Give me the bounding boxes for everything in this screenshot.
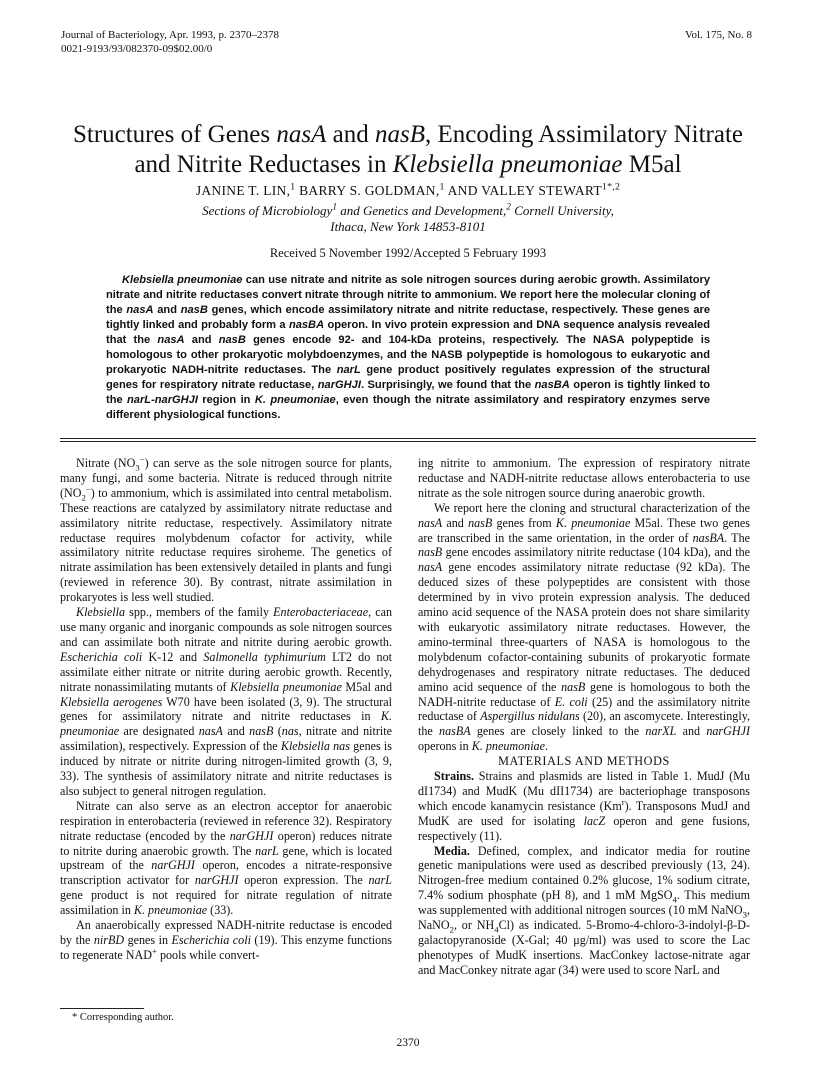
body-paragraph: Nitrate $(NO_3^-)$ can serve as the sole nitrogen source for plants, many fungi, and some bacteria. Nitrate is reduced through nitrite $(NO_2^-)$ to ammonium, which is assimilated into central metabolism. These reactions are catalyzed by assimilatory nitrate reductase and assimilatory nitrite reductase, respectively. Assimilatory nitrate reductase requires molybdenum cofactor for activity, while assimilatory nitrite reductase requires siroheme. The genetics of nitrate assimilation has been extensively detailed in plants and fungi (reviewed in reference 30). By contrast, nitrate assimilation in prokaryotes is less well studied.: [60, 453, 392, 605]
body-paragraph: We report here the cloning and structural characterization of the nasA and nasB genes from K. pneumoniae M5al. These two genes are transcribed in the same orientation, in the order of nasBA. The nasB gene encodes assimilatory nitrite reductase (104 kDa), and the nasA gene encodes assimilatory nitrate reductase (92 kDa). The deduced sizes of these polypeptides are consistent with those determined by in vivo protein expression analysis. The deduced amino acid sequence of the NASA protein does not share similarity with eukaryotic assimilatory nitrate reductases. However, the amino-terminal three-quarters of NASA is homologous to the molybdenum cofactor-containing subunits of prokaryotic formate dehydrogenases and respiratory nitrate reductases. The deduced amino acid sequence of the nasB gene is homologous to both the NADH-nitrite reductase of E. coli (25) and the assimilatory nitrite reductase of Aspergillus nidulans (20), an ascomycete. Interestingly, the nasBA genes are closely linked to the narXL and narGHJI operons in K. pneumoniae.: [418, 500, 750, 754]
author: AND VALLEY STEWART: [447, 183, 602, 198]
author: BARRY S. GOLDMAN,: [299, 183, 440, 198]
body-paragraph: Nitrate can also serve as an electron acceptor for anaerobic respiration in enterobacteria (reviewed in reference 32). Respiratory nitrate reductase (encoded by the narGHJI operon) reduces nitrate to nitrite during anaerobic growth. The narL gene, which is located upstream of the narGHJI operon, encodes a nitrate-responsive transcription activator for narGHJI operon expression. The narL gene product is not required for nitrate regulation of nitrate assimilation in K. pneumoniae (33).: [60, 798, 392, 918]
subsection-heading: Media.: [434, 843, 470, 858]
organism-name: Klebsiella pneumoniae: [392, 151, 623, 178]
abstract-divider: [60, 441, 756, 442]
gene-name: nasB: [375, 121, 425, 148]
running-header-left: [61, 28, 279, 56]
author-list: JANINE T. LIN,$^1$ BARRY S. GOLDMAN,$^1$ AND VALLEY $STEWART^{1*,2}$: [195, 181, 621, 198]
article-title: Structures of Genes nasA and nasB, Encoding Assimilatory Nitrate and Nitrite Reductases in Klebsiella pneumoniae M5al: [72, 121, 744, 178]
body-paragraph: Media. Defined, complex, and indicator media for routine genetic manipulations were used as described previously (13, 24). Nitrogen-free medium contained 0.2% glucose, 1% sodium citrate, 7.4% sodium phosphate (pH 8), and 1 mM MgSO$_4$. This medium was supplemented with additional nitrogen sources (10 mM NaNO$_3$, NaNO$_2$, or $NH_4Cl$) as indicated. 5-Bromo-4-chloro-3-indolyl-β-D-galactopyranoside (X-Gal; 40 μg/ml) was used to score the Lac phenotypes of MudK insertions. MacConkey lactose-nitrate agar and MacConkey nitrate agar (34) were used to score NarL and: [418, 843, 750, 977]
abstract-divider: [60, 438, 756, 439]
author: JANINE T. LIN,: [195, 183, 291, 198]
body-paragraph: An anaerobically expressed NADH-nitrite reductase is encoded by the nirBD genes in Escherichia coli (19). This enzyme functions to regenerate NAD+ pools while convert-: [60, 918, 392, 962]
body-paragraph: ing nitrite to ammonium. The expression of respiratory nitrate reductase and NADH-nitrite reductase allows enterobacteria to use nitrate as the sole nitrogen source during anaerobic growth.: [418, 456, 750, 500]
body-column-right: [418, 456, 750, 978]
body-paragraph: Strains. Strains and plasmids are listed in Table 1. MudJ (Mu dI1734) and MudK (Mu dII1734) are bacteriophage transposons which encode kanamycin resistance (Km$^r$). Transposons MudJ and MudK are used for isolating lacZ operon and gene fusions, respectively (11).: [418, 769, 750, 843]
received-dates: Received 5 November 1992/Accepted 5 February 1993: [269, 246, 547, 260]
subsection-heading: Strains.: [434, 769, 474, 784]
body-paragraph: Klebsiella spp., members of the family Enterobacteriaceae, can use many organic and inorganic compounds as sole nitrogen sources and can assimilate both nitrate and nitrite during aerobic growth. Escherichia coli K-12 and Salmonella typhimurium LT2 do not assimilate either nitrate or nitrite during aerobic growth. Recently, nitrate nonassimilating mutants of Klebsiella pneumoniae M5al and Klebsiella aerogenes W70 have been isolated (3, 9). The structural genes for assimilatory nitrate and nitrite reductases in K. pneumoniae are designated nasA and nasB (nas, nitrate and nitrite assimilation), respectively. Expression of the Klebsiella nas genes is induced by nitrate or nitrite during nitrogen-limited growth (3, 9, 33). The synthesis of assimilatory nitrate and nitrite reductases is also subject to general nitrogen regulation.: [60, 605, 393, 798]
volume-issue: Vol. 175, No. 8: [684, 29, 752, 41]
body-column-left: [60, 453, 393, 963]
page-number: 2370: [396, 1037, 420, 1049]
footnote-divider: [60, 1008, 144, 1009]
abstract: Klebsiella pneumoniae can use nitrate and nitrite as sole nitrogen sources during aerobic growth. Assimilatory nitrate and nitrite reductases convert nitrate through nitrite to ammonium. We report here the molecular cloning of the nasA and nasB genes, which encode assimilatory nitrate and nitrite reductase, respectively. These genes are tightly linked and probably form a nasBA operon. In vivo protein expression and DNA sequence analysis revealed that the nasA and nasB genes encode 92- and 104-kDa proteins, respectively. The NASA polypeptide is homologous to other prokaryotic molybdoenzymes, and the NASB polypeptide is homologous to eukaryotic and prokaryotic NADH-nitrite reductases. The narL gene product positively regulates expression of the structural genes for respiratory nitrate reductase, narGHJI. Surprisingly, we found that the nasBA operon is tightly linked to the narL-narGHJI region in K. pneumoniae, even though the nitrate assimilatory and respiratory enzymes serve different physiological functions.: [106, 274, 711, 421]
affiliation: Sections of Microbiology$^1$ and Genetics and Development,$^2$ Cornell University, Ithaca, New York 14853-8101: [202, 202, 614, 234]
gene-name: nasA: [276, 121, 327, 148]
article-code: 0021-9193/93/082370-09$02.00/0: [61, 43, 213, 55]
journal-citation: Journal of Bacteriology, Apr. 1993, p. 2370–2378: [61, 29, 280, 41]
footnote: * Corresponding author.: [72, 1012, 174, 1023]
section-heading-methods: MATERIALS AND METHODS: [498, 754, 670, 769]
